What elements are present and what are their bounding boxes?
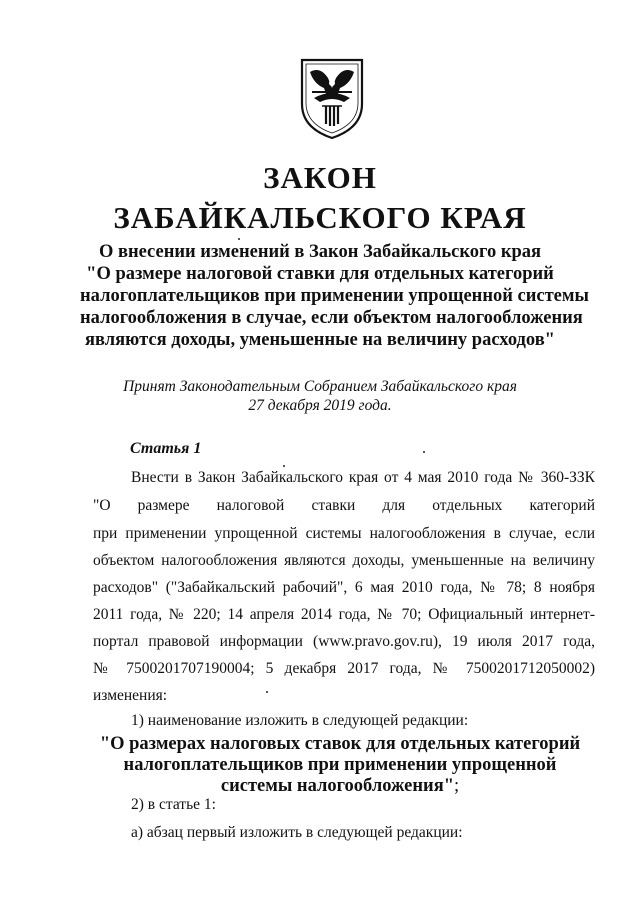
quoted-line: "О размерах налоговых ставок для отдельных категорий	[99, 734, 581, 754]
body-line: изменения:	[93, 687, 168, 704]
body-line: расходов" ("Забайкальский рабочий", 6 мая 2010 года, № 78; 8 ноября	[93, 579, 595, 596]
scan-speck	[283, 465, 285, 467]
scan-speck	[266, 691, 268, 693]
amendment-item-2: 2) в статье 1:	[131, 796, 216, 813]
body-line: Внести в Закон Забайкальского края от 4 мая 2010 года № 360-ЗЗК	[131, 469, 595, 486]
law-subtitle	[80, 241, 589, 351]
scan-speck	[238, 238, 240, 240]
law-title: ЗАКОН	[263, 160, 377, 195]
adoption-line: Принят Законодательным Собранием Забайкальского края	[123, 378, 517, 395]
body-line: объектом налогообложения являются доходы, уменьшенные на величину	[93, 552, 595, 569]
subtitle-line: О внесении изменений в Закон Забайкальского края	[98, 242, 542, 262]
subtitle-line: налогообложения в случае, если объектом налогообложения	[80, 308, 583, 328]
scan-speck	[423, 451, 425, 453]
subtitle-line: "О размере налоговой ставки для отдельных категорий	[86, 264, 554, 284]
amendment-item-2a: а) абзац первый изложить в следующей редакции:	[131, 824, 463, 841]
article-heading: Статья 1	[130, 440, 202, 457]
amendment-item-1: 1) наименование изложить в следующей редакции:	[131, 712, 469, 729]
body-line: при применении упрощенной системы налогообложения в случае, если	[93, 525, 595, 542]
quoted-line: налогоплательщиков при применении упрощенной	[123, 755, 557, 775]
adoption-date: 27 декабря 2019 года.	[248, 397, 392, 414]
subtitle-line: являются доходы, уменьшенные на величину расходов"	[85, 330, 555, 350]
quoted-new-title	[80, 734, 600, 797]
quoted-punctuation: ;	[454, 776, 460, 796]
subtitle-line: налогоплательщиков при применении упрощенной системы	[80, 286, 589, 306]
quoted-line-last	[80, 776, 600, 797]
law-region-title: ЗАБАЙКАЛЬСКОГО КРАЯ	[113, 200, 527, 235]
body-line: портал правовой информации (www.pravo.gov.ru), 19 июля 2017 года,	[93, 633, 595, 650]
body-line: № 7500201707190004; 5 декабря 2017 года, № 7500201712050002)	[93, 660, 595, 677]
body-line: "О размере налоговой ставки для отдельных категорий	[93, 497, 595, 514]
body-line: 2011 года, № 220; 14 апреля 2014 года, № 70; Официальный интернет-	[93, 606, 595, 623]
adoption-note	[80, 377, 560, 415]
coat-of-arms-emblem	[298, 58, 366, 140]
quoted-line: системы налогообложения"	[220, 776, 454, 796]
